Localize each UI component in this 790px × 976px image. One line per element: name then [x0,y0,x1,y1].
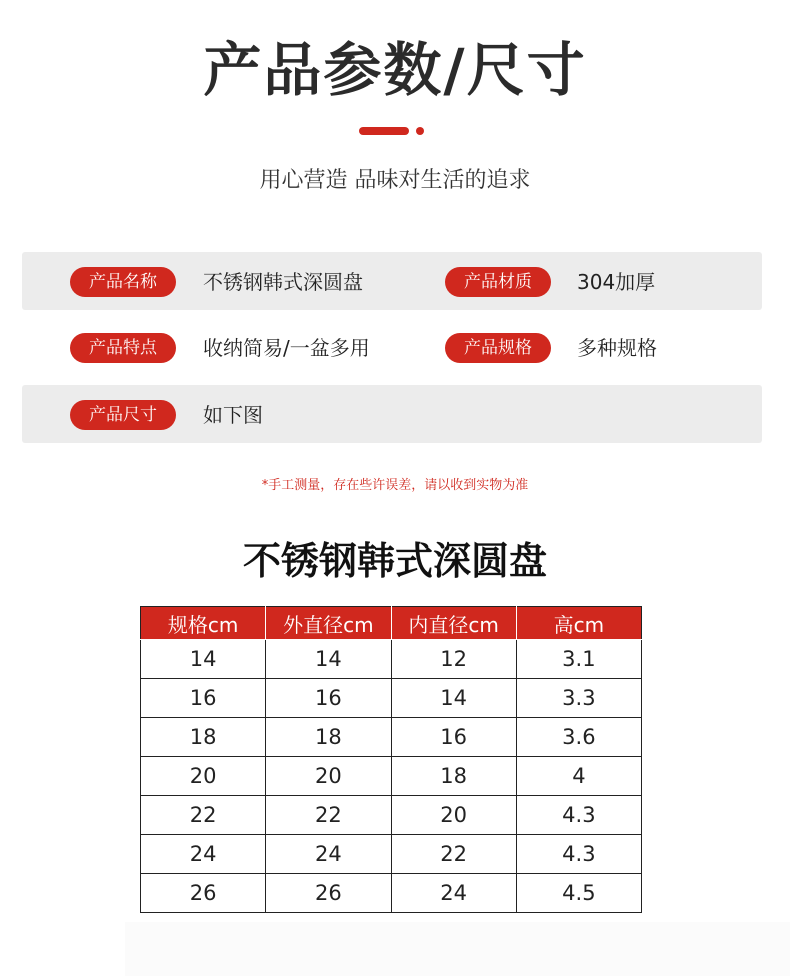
param-value-size: 如下图 [203,403,263,427]
table-cell: 26 [141,874,266,913]
table-row [141,835,642,874]
table-row [141,796,642,835]
header-cell-spec: 规格cm [141,607,266,640]
table-cell: 18 [266,718,391,757]
param-value-name: 不锈钢韩式深圆盘 [203,270,363,294]
bottom-fade-strip [125,922,790,976]
table-cell: 4 [516,757,641,796]
table-header-row [141,607,642,640]
header-cell-outer-diameter: 外直径cm [266,607,391,640]
param-label-name: 产品名称 [70,267,176,297]
table-cell: 20 [266,757,391,796]
measurement-note: *手工测量，存在些许误差，请以收到实物为准 [261,478,529,493]
table-cell: 14 [391,679,516,718]
table-cell: 14 [266,640,391,679]
table-row [141,874,642,913]
title-underline-dot [416,127,424,135]
table-row [141,718,642,757]
param-label-size: 产品尺寸 [70,400,176,430]
table-cell: 3.3 [516,679,641,718]
page-subtitle: 用心营造 品味对生活的追求 [259,168,531,193]
table-cell: 18 [141,718,266,757]
header-cell-height: 高cm [516,607,641,640]
header-cell-inner-diameter: 内直径cm [391,607,516,640]
table-cell: 22 [141,796,266,835]
table-cell: 4.3 [516,796,641,835]
table-cell: 16 [391,718,516,757]
param-value-material: 304加厚 [577,270,656,294]
table-cell: 20 [141,757,266,796]
table-cell: 16 [266,679,391,718]
size-table [140,606,642,913]
table-cell: 14 [141,640,266,679]
param-label-material: 产品材质 [445,267,551,297]
param-value-spec: 多种规格 [577,336,657,360]
table-cell: 12 [391,640,516,679]
table-cell: 4.3 [516,835,641,874]
table-cell: 24 [141,835,266,874]
table-cell: 26 [266,874,391,913]
param-label-feature: 产品特点 [70,333,176,363]
table-cell: 24 [391,874,516,913]
table-row [141,640,642,679]
table-cell: 22 [266,796,391,835]
table-row [141,757,642,796]
table-cell: 20 [391,796,516,835]
table-cell: 16 [141,679,266,718]
table-cell: 24 [266,835,391,874]
param-label-spec: 产品规格 [445,333,551,363]
title-underline-bar [359,127,409,135]
table-cell: 3.6 [516,718,641,757]
page-title: 产品参数/尺寸 [203,36,587,104]
param-value-feature: 收纳简易/一盆多用 [203,336,370,360]
table-row [141,679,642,718]
table-title: 不锈钢韩式深圆盘 [242,539,547,583]
table-cell: 22 [391,835,516,874]
table-cell: 18 [391,757,516,796]
table-cell: 4.5 [516,874,641,913]
table-cell: 3.1 [516,640,641,679]
